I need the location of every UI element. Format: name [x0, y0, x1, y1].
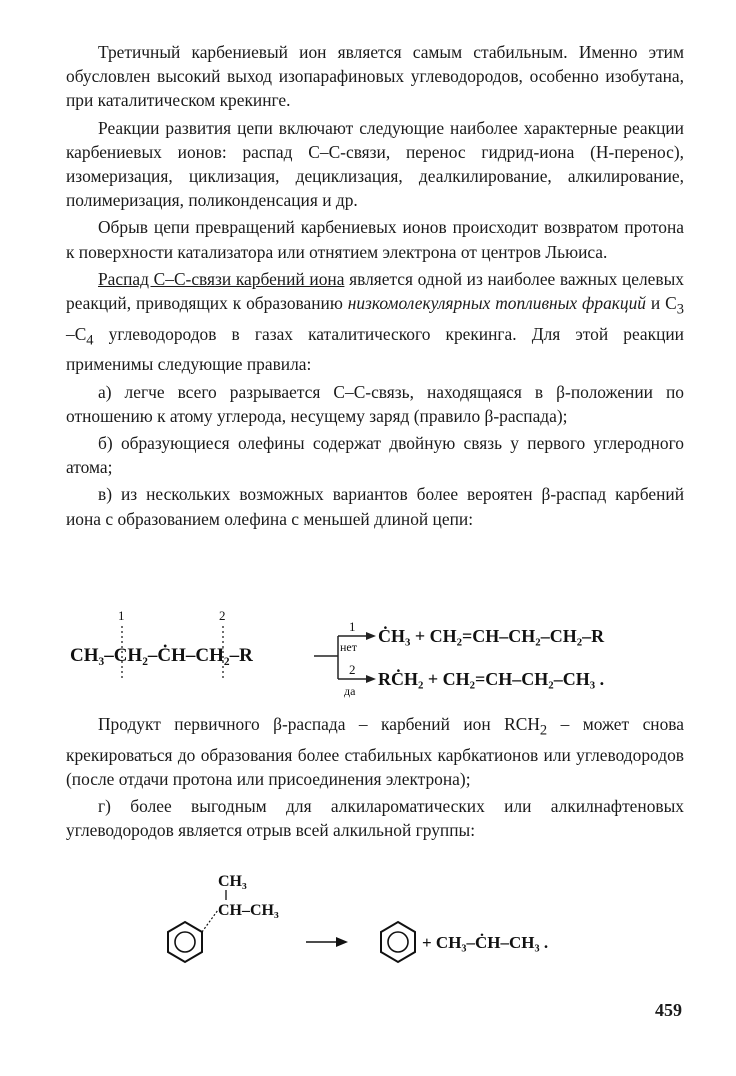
- benzene-ring-2: [381, 922, 415, 962]
- branch1-arrowhead: [366, 632, 376, 640]
- paragraph-1: Третичный карбениевый ион является самым стабильным. Именно этим обусловлен высокий выход изопарафиновых углеводородов, особенно изобутана, при каталитическом крекинге.: [66, 42, 684, 111]
- branch1-products: ĊH₃ + CH₂=CH–CH₂–CH₂–R: [378, 626, 605, 646]
- product-cation: + CH₃–ĊH–CH₃ .: [422, 933, 549, 952]
- rule-c: в) из нескольких возможных вариантов более вероятен β-распад карбений иона с образованием олефина с меньшей длиной цепи:: [66, 484, 684, 529]
- rule-b: б) образующиеся олефины содержат двойную связь у первого углеродного атома;: [66, 432, 684, 478]
- branch1-label: 1: [349, 619, 356, 634]
- body-text: [66, 40, 684, 531]
- beta-scission-equation: [66, 604, 686, 704]
- charged-carbon: С: [515, 714, 528, 734]
- paragraph-2: Реакции развития цепи включают следующие наиболее характерные реакции карбениевых ионов: распад С–С-связи, перенос гидрид-иона (Н-перенос), изомеризация, циклизация, дециклизация, деалкилирование, алкилирование, полимеризация, поликонденсация и др.: [66, 117, 684, 211]
- bond-label-2: 2: [219, 608, 226, 623]
- branch2-label: 2: [349, 662, 356, 677]
- methyl-group: CH₃: [218, 873, 247, 890]
- italic-term: низкомолекулярных топливных фракций: [347, 293, 647, 314]
- paragraph-4: Распад С–С-связи карбений иона является одной из наиболее важных целевых реакций, приводящих к образованию низкомолекулярных топливных фракций и $С_3$ $-С_4$ углеводородов в газах каталитического крекинга. Для этой реакции применимы следующие правила:: [66, 268, 684, 375]
- isopropyl-side: CH–CH₃: [218, 902, 279, 919]
- reactant-formula: CH₃–CH₂–ĊH–CH₂–R: [70, 645, 253, 666]
- rule-d: г) более выгодным для алкилароматических или алкилнафтеновых углеводородов является отрыв всей алкильной группы:: [66, 796, 684, 841]
- paragraph-3: Обрыв цепи превращений карбениевых ионов происходит возвратом протона к поверхности катализатора или отнятием электрона от центров Льюиса.: [66, 217, 684, 262]
- reaction-arrowhead: [336, 937, 348, 947]
- dealkylation-equation: [150, 862, 650, 972]
- branch1-note: нет: [340, 640, 357, 654]
- page-number: 459: [655, 1000, 682, 1020]
- benzene-ring-1: [168, 922, 202, 962]
- rule-a: а) легче всего разрывается С–С-связь, находящаяся в β-положении по отношению к атому углерода, несущему заряд (правило β-распада);: [66, 381, 684, 426]
- substituent-bond: [202, 910, 218, 932]
- body-text-2: [66, 712, 684, 842]
- branch2-arrowhead: [366, 675, 376, 683]
- paragraph-5: Продукт первичного β-распада – карбений ион $RСH_2$ – может снова крекироваться до образования более стабильных карбкатионов или углеводородов (после отдачи протона или присоединения электрона);: [66, 714, 684, 789]
- bond-label-1: 1: [118, 608, 125, 623]
- branch2-products: RĊH₂ + CH₂=CH–CH₂–CH₃ .: [378, 669, 605, 689]
- benzene-ring-1-circle: [175, 932, 195, 952]
- branch2-note: да: [344, 684, 356, 698]
- underlined-term: Распад С–С-связи карбений иона: [98, 268, 345, 289]
- benzene-ring-2-circle: [388, 932, 408, 952]
